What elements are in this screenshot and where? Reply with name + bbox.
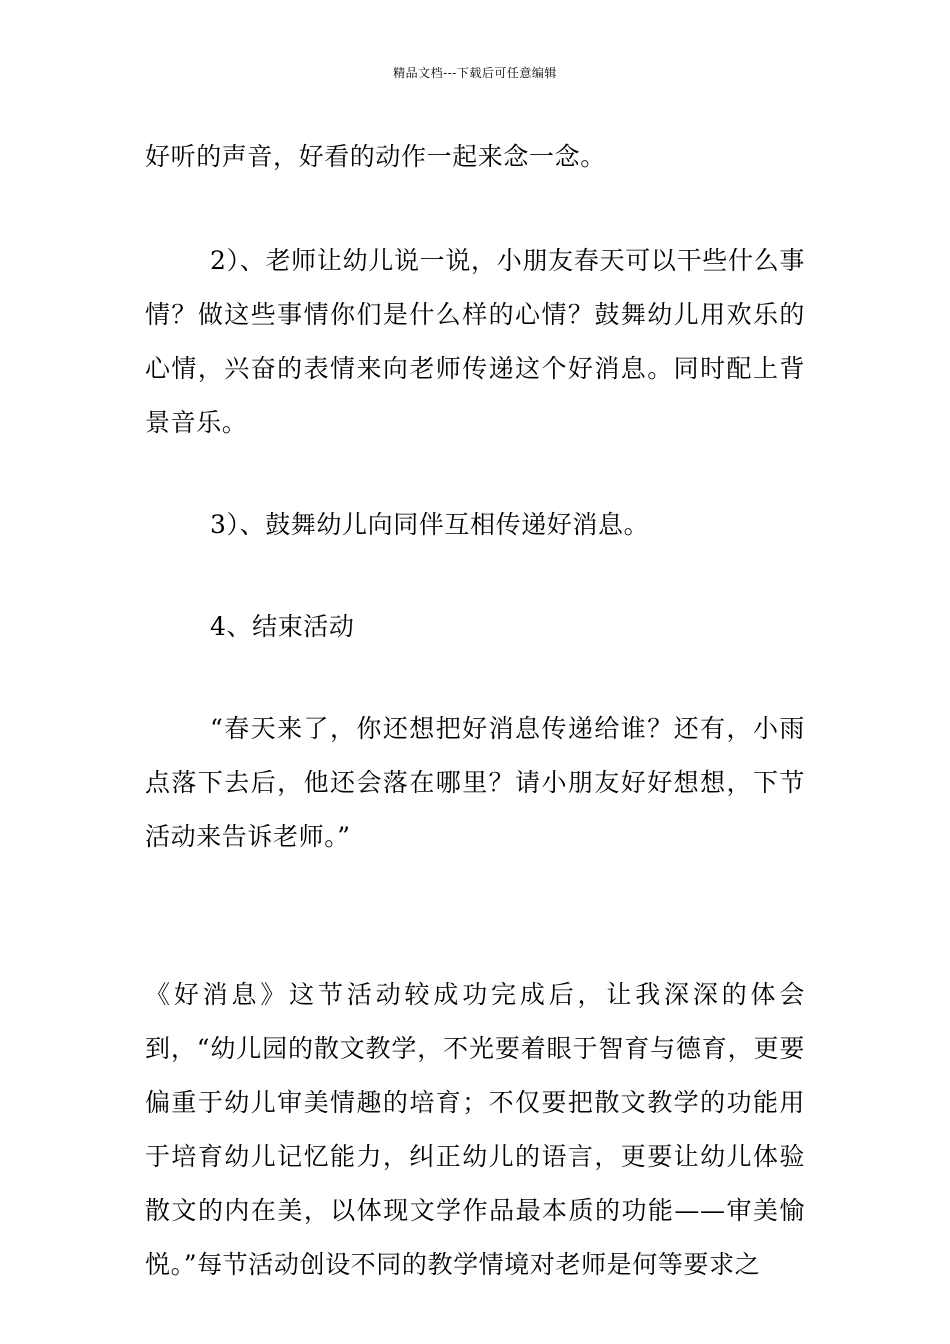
paragraph-step-2: 2）、老师让幼儿说一说，小朋友春天可以干些什么事情？做这些事情你们是什么样的心情？鼓舞幼儿用欢乐的心情，兴奋的表情来向老师传递这个好消息。同时配上背景音乐。 [145,246,805,437]
paragraph-quote: “春天来了，你还想把好消息传递给谁？还有，小雨点落下去后，他还会落在哪里？请小朋友好好想想，下节活动来告诉老师。” [145,714,805,851]
paragraph-step-3: 3）、鼓舞幼儿向同伴互相传递好消息。 [210,510,650,539]
paragraph-continuation: 好听的声音，好看的动作一起来念一念。 [145,142,606,171]
document-body [145,130,805,1292]
section-heading-end-activity: 4、结束活动 [210,612,355,641]
paragraph-reflection: 《好消息》这节活动较成功完成后，让我深深的体会到，“幼儿园的散文教学，不光要着眼于智育与德育，更要偏重于幼儿审美情趣的培育；不仅要把散文教学的功能用于培育幼儿记忆能力，纠正幼儿的语言，更要让幼儿体验散文的内在美，以体现文学作品最本质的功能——审美愉悦。”每节活动创设不同的教学情境对老师是何等要求之 [145,980,805,1279]
page-header: 精品文档---下载后可任意编辑 [393,66,557,80]
